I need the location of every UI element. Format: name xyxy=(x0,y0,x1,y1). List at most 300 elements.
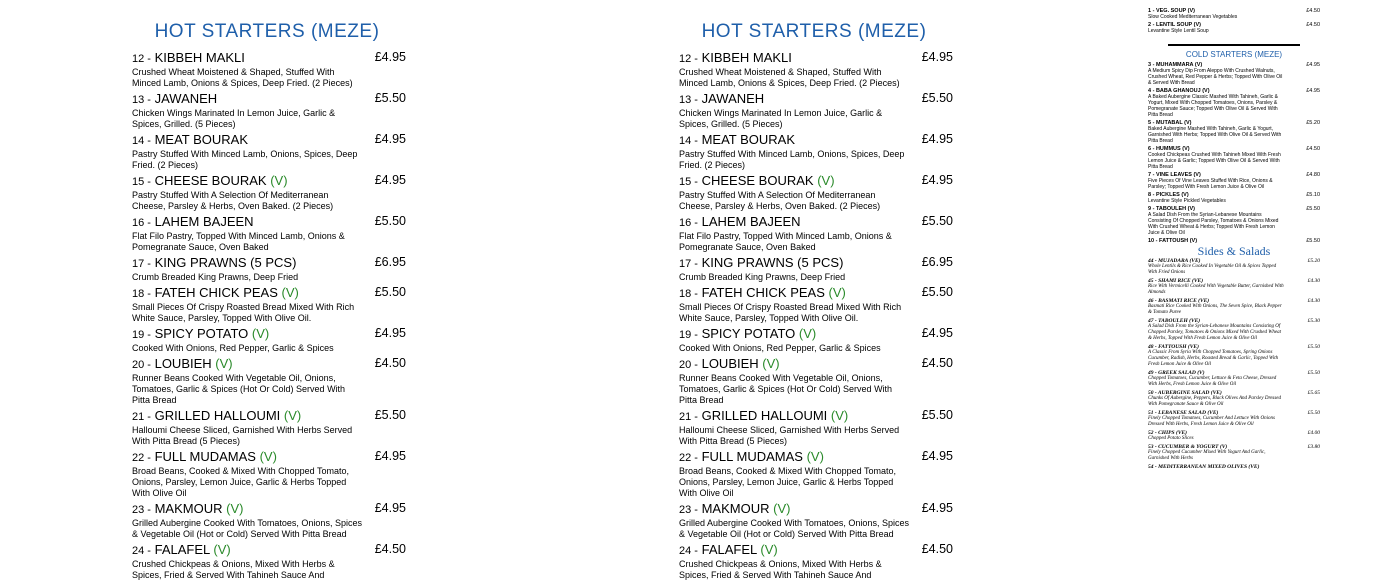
item-name-line xyxy=(679,214,953,231)
item-name-line xyxy=(679,173,953,190)
item-name: GRILLED HALLOUMI xyxy=(154,408,281,423)
item-name: MEAT BOURAK xyxy=(701,132,796,147)
item-number: 16 - xyxy=(132,217,151,229)
menu-item xyxy=(128,255,406,283)
menu-item xyxy=(675,91,953,130)
item-price: £4.50 xyxy=(374,356,406,370)
item-name-line xyxy=(132,356,406,373)
item-number: 13 - xyxy=(132,94,151,106)
menu-item xyxy=(128,50,406,89)
item-name: CUCUMBER & YOGURT xyxy=(1158,444,1219,450)
menu-item xyxy=(128,214,406,253)
item-name: PICKLES xyxy=(1155,192,1180,198)
item-name: SPICY POTATO xyxy=(701,326,796,341)
item-price: £4.95 xyxy=(921,132,953,146)
item-price: £5.50 xyxy=(921,214,953,228)
vegetarian-badge: (V) xyxy=(215,356,233,371)
menu-item xyxy=(1148,344,1320,368)
item-description: Halloumi Cheese Sliced, Garnished With Herbs Served With Pitta Bread (5 Pieces) xyxy=(132,425,353,446)
menu-item xyxy=(1148,88,1320,118)
item-name-line xyxy=(132,50,406,67)
item-name: FULL MUDAMAS xyxy=(154,449,256,464)
item-name: FALAFEL xyxy=(154,542,210,557)
item-description: Baked Aubergine Mashed With Tahineh, Garlic & Yogurt, Garnished With Herbs; Topped With Olive Oil & Served With Pitta Bread xyxy=(1148,126,1282,144)
hot-starters-column xyxy=(128,0,406,580)
item-number: 19 - xyxy=(132,329,151,341)
item-description: A Salad Dish From the Syrian-Lebanese Mountains Consisting Of Chopped Parsley, Tomatoes & Onions Mixed With Crushed Wheat & Herbs; Topped With Fresh Lemon Juice & Olive Oil xyxy=(1148,212,1279,236)
item-price: £4.00 xyxy=(1307,430,1320,436)
item-description: Broad Beans, Cooked & Mixed With Chopped Tomato, Onions, Parsley, Lemon Juice, Garlic & Herbs Topped With Olive Oil xyxy=(132,466,349,498)
item-price: £4.95 xyxy=(921,326,953,340)
item-description: Crushed Wheat Moistened & Shaped, Stuffed With Minced Lamb, Onions & Spices, Deep Fried. (2 Pieces) xyxy=(679,67,900,88)
item-price: £5.20 xyxy=(1307,258,1320,264)
item-name: JAWANEH xyxy=(154,91,218,106)
item-number: 24 - xyxy=(132,545,151,557)
item-price: £5.50 xyxy=(374,285,406,299)
item-name: BASMATI RICE xyxy=(1158,298,1197,304)
item-number: 5 - xyxy=(1148,120,1155,126)
vegetarian-badge: (V) xyxy=(283,408,302,423)
item-number: 21 - xyxy=(679,411,698,423)
item-number: 19 - xyxy=(679,329,698,341)
divider xyxy=(1168,38,1300,46)
item-description: A Classic From Syria With Chopped Tomatoes, Spring Onions Cucumber, Radish, Herbs, Roasted Bread & Garlic, Topped With Fresh Lemon Juice & Olive Oil xyxy=(1148,350,1279,367)
item-number: 4 - xyxy=(1148,88,1155,94)
item-name-line xyxy=(679,449,953,466)
small-menu-column xyxy=(1148,0,1320,500)
item-description: Five Pieces Of Vine Leaves Stuffed With Rice, Onions & Parsley; Topped With Fresh Lemon Juice & Olive Oil xyxy=(1148,178,1273,190)
vegetarian-badge: (VE) xyxy=(1192,278,1204,284)
item-price: £5.50 xyxy=(374,91,406,105)
item-price: £5.50 xyxy=(374,214,406,228)
menu-item xyxy=(128,132,406,171)
item-description: Cooked With Onions, Red Pepper, Garlic & Spices xyxy=(132,343,334,353)
menu-item xyxy=(1148,258,1320,276)
item-number: 48 - xyxy=(1148,344,1157,350)
item-number: 18 - xyxy=(679,288,698,300)
vegetarian-badge: (V) xyxy=(828,285,846,300)
item-description: Runner Beans Cooked With Vegetable Oil, Onions, Tomatoes, Garlic & Spices (Hot Or Cold) Served With Pitta Bread xyxy=(132,373,346,405)
cold-starters-title: COLD STARTERS (MEZE) xyxy=(1185,50,1283,59)
item-name: VINE LEAVES xyxy=(1155,172,1192,178)
hot-starters-list xyxy=(675,50,953,581)
menu-item xyxy=(675,408,953,447)
item-name: HUMMUS xyxy=(1155,146,1181,152)
vegetarian-badge: (V) xyxy=(1193,22,1201,28)
item-name: FATTOUSH xyxy=(1159,238,1189,244)
menu-item xyxy=(675,255,953,283)
item-price: £5.50 xyxy=(1306,206,1320,212)
item-description: Pastry Stuffed With Minced Lamb, Onions, Spices, Deep Fried. (2 Pieces) xyxy=(679,149,905,170)
item-name-line xyxy=(132,255,406,272)
item-number: 15 - xyxy=(132,176,151,188)
menu-item xyxy=(1148,318,1320,342)
item-number: 44 - xyxy=(1148,258,1157,264)
item-price: £5.50 xyxy=(921,285,953,299)
item-number: 54 - xyxy=(1148,464,1157,470)
item-name-line xyxy=(679,285,953,302)
item-number: 10 - xyxy=(1148,238,1158,244)
item-name: TABOULEH xyxy=(1155,206,1187,212)
item-name: CHIPS xyxy=(1158,430,1175,436)
item-number: 52 - xyxy=(1148,430,1157,436)
item-number: 20 - xyxy=(132,359,151,371)
menu-item xyxy=(1148,146,1320,170)
item-price: £4.30 xyxy=(1307,298,1320,304)
vegetarian-badge: (V) xyxy=(1193,172,1201,178)
item-description: Whole Lentils & Rice Cooked In Vegetable Oil & Spices Topped With Fried Onions xyxy=(1148,264,1277,275)
item-number: 12 - xyxy=(679,53,698,65)
item-name: GREEK SALAD xyxy=(1158,370,1196,376)
item-price: £5.50 xyxy=(1307,410,1320,416)
vegetarian-badge: (VE) xyxy=(1175,430,1187,436)
item-name: KING PRAWNS (5 PCS) xyxy=(701,255,844,270)
item-price: £4.95 xyxy=(374,501,406,515)
item-name-line xyxy=(679,501,953,518)
item-description: A Baked Aubergine Classic Mashed With Tahineh, Garlic & Yogurt, Mixed With Chopped Tomatoes, Onions, Parsley & Pomegranate Sauce; Topped With Olive Oil & Served With Pitta Bread xyxy=(1148,94,1278,118)
vegetarian-badge: (V) xyxy=(1189,238,1198,244)
item-number: 14 - xyxy=(679,135,698,147)
item-price: £6.95 xyxy=(921,255,953,269)
item-name: LEBANESE SALAD xyxy=(1158,410,1206,416)
item-price: £4.95 xyxy=(921,173,953,187)
item-price: £4.50 xyxy=(921,542,953,556)
item-price: £5.50 xyxy=(921,91,953,105)
menu-item xyxy=(1148,22,1320,34)
item-number: 7 - xyxy=(1148,172,1155,178)
item-price: £4.50 xyxy=(1306,22,1320,28)
menu-item xyxy=(675,132,953,171)
item-description: Broad Beans, Cooked & Mixed With Chopped Tomato, Onions, Parsley, Lemon Juice, Garlic & Herbs Topped With Olive Oil xyxy=(679,466,896,498)
menu-item xyxy=(1148,192,1320,204)
menu-item xyxy=(675,501,953,540)
item-name: GRILLED HALLOUMI xyxy=(701,408,828,423)
item-price: £4.50 xyxy=(374,542,406,556)
menu-item xyxy=(128,542,406,581)
item-price: £5.50 xyxy=(374,408,406,422)
item-name: SPICY POTATO xyxy=(154,326,249,341)
item-name-line xyxy=(132,408,406,425)
menu-item xyxy=(128,326,406,354)
menu-item xyxy=(1148,278,1320,296)
item-number: 50 - xyxy=(1148,390,1157,396)
item-description: Grilled Aubergine Cooked With Tomatoes, Onions, Spices & Vegetable Oil (Hot or Cold) Served With Pitta Bread xyxy=(132,518,362,539)
item-price: £4.50 xyxy=(921,356,953,370)
menu-item xyxy=(128,408,406,447)
item-description: Pastry Stuffed With A Selection Of Mediterranean Cheese, Parsley & Herbs, Oven Baked. (2 Pieces) xyxy=(132,190,334,211)
vegetarian-badge: (V) xyxy=(760,542,778,557)
item-description: Finely Chopped Cucumber Mixed With Yogurt And Garlic, Garnished With Herbs xyxy=(1148,450,1266,461)
item-number: 45 - xyxy=(1148,278,1157,284)
item-name-line xyxy=(132,173,406,190)
soups-list xyxy=(1148,8,1320,34)
section-title: HOT STARTERS (MEZE) xyxy=(154,21,380,42)
item-name: KIBBEH MAKLI xyxy=(701,50,792,65)
item-number: 15 - xyxy=(679,176,698,188)
item-name: LOUBIEH xyxy=(701,356,759,371)
item-description: A Salad Dish From the Syrian-Lebanese Mountains Consisting Of Chopped Parsley, Tomatoes & Onions Mixed With Crushed Wheat & Herbs, Topped With Fresh Lemon Juice & Olive Oil xyxy=(1148,324,1282,341)
item-name-line xyxy=(1148,238,1320,244)
item-description: Crumb Breaded King Prawns, Deep Fried xyxy=(132,272,299,282)
menu-item xyxy=(128,173,406,212)
item-price: £5.10 xyxy=(1306,192,1320,198)
vegetarian-badge: (VE) xyxy=(1187,344,1199,350)
item-description: Crushed Chickpeas & Onions, Mixed With Herbs & Spices, Fried & Served With Tahineh Sauce And xyxy=(679,559,882,580)
item-description: Chopped Tomatoes, Cucumber, Lettuce & Feta Cheese, Dressed With Herbs, Fresh Lemon Juice & Olive Oil xyxy=(1148,376,1277,387)
item-price: £4.95 xyxy=(921,501,953,515)
item-name: KING PRAWNS (5 PCS) xyxy=(154,255,297,270)
item-number: 17 - xyxy=(132,258,151,270)
item-description: Pastry Stuffed With A Selection Of Mediterranean Cheese, Parsley & Herbs, Oven Baked. (2 Pieces) xyxy=(679,190,881,211)
item-description: A Medium Spicy Dip From Aleppo With Crushed Walnuts, Crushed Wheat, Red Pepper & Herbs; Topped With Olive Oil & Served With Bread xyxy=(1148,68,1283,86)
vegetarian-badge: (V) xyxy=(1187,8,1195,14)
menu-item xyxy=(675,542,953,581)
menu-item xyxy=(675,50,953,89)
item-name: CHEESE BOURAK xyxy=(154,173,267,188)
item-number: 18 - xyxy=(132,288,151,300)
menu-item xyxy=(1148,238,1320,244)
item-name: TABOULEH xyxy=(1158,318,1188,324)
vegetarian-badge: (V) xyxy=(251,326,270,341)
item-price: £4.50 xyxy=(1306,8,1320,14)
menu-item xyxy=(1148,298,1320,316)
vegetarian-badge: (V) xyxy=(806,449,824,464)
item-name: KIBBEH MAKLI xyxy=(154,50,245,65)
item-number: 2 - xyxy=(1148,22,1155,28)
item-price: £4.95 xyxy=(374,173,406,187)
item-name: FALAFEL xyxy=(701,542,757,557)
item-description: Levantine Style Lentil Soup xyxy=(1148,28,1209,34)
item-name-line xyxy=(132,214,406,231)
item-number: 49 - xyxy=(1148,370,1157,376)
item-number: 3 - xyxy=(1148,62,1155,68)
item-price: £4.80 xyxy=(1306,172,1320,178)
menu-item xyxy=(1148,172,1320,190)
item-description: Crushed Chickpeas & Onions, Mixed With Herbs & Spices, Fried & Served With Tahineh Sauce And xyxy=(132,559,335,580)
menu-item xyxy=(675,214,953,253)
item-name-line xyxy=(132,326,406,343)
item-number: 20 - xyxy=(679,359,698,371)
item-number: 47 - xyxy=(1148,318,1157,324)
item-name-line xyxy=(132,132,406,149)
item-name: MEAT BOURAK xyxy=(154,132,249,147)
item-price: £5.50 xyxy=(921,408,953,422)
hot-starters-list xyxy=(128,50,406,581)
vegetarian-badge: (VE) xyxy=(1198,298,1210,304)
item-name-line xyxy=(679,542,953,559)
item-price: £4.95 xyxy=(1306,62,1320,68)
item-name: FATTOUSH xyxy=(1158,344,1187,350)
menu-item xyxy=(1148,8,1320,20)
item-description: Chopped Potato Slices xyxy=(1148,436,1194,441)
item-name: MUJADARA xyxy=(1158,258,1189,264)
item-name: MUHAMMARA xyxy=(1155,62,1194,68)
vegetarian-badge: (VE) xyxy=(1210,390,1222,396)
item-number: 51 - xyxy=(1148,410,1157,416)
menu-item xyxy=(1148,444,1320,462)
item-price: £5.50 xyxy=(1307,370,1320,376)
item-price: £5.20 xyxy=(1306,120,1320,126)
vegetarian-badge: (V) xyxy=(226,501,244,516)
vegetarian-badge: (VE) xyxy=(1207,410,1219,416)
item-name: CHEESE BOURAK xyxy=(701,173,814,188)
item-number: 6 - xyxy=(1148,146,1155,152)
item-name: LAHEM BAJEEN xyxy=(701,214,801,229)
sides-title: Sides & Salads xyxy=(1197,244,1271,258)
item-name-line xyxy=(679,356,953,373)
sides-list xyxy=(1148,258,1320,470)
item-name-line xyxy=(679,132,953,149)
vegetarian-badge: (V) xyxy=(762,356,780,371)
menu-item xyxy=(1148,410,1320,428)
item-number: 9 - xyxy=(1148,206,1155,212)
vegetarian-badge: (V) xyxy=(1194,62,1203,68)
item-number: 8 - xyxy=(1148,192,1155,198)
item-number: 17 - xyxy=(679,258,698,270)
vegetarian-badge: (V) xyxy=(798,326,817,341)
item-name: LOUBIEH xyxy=(154,356,212,371)
vegetarian-badge: (V) xyxy=(1184,120,1192,126)
menu-item xyxy=(1148,430,1320,442)
item-name-line xyxy=(132,501,406,518)
menu-item xyxy=(128,285,406,324)
item-price: £6.95 xyxy=(374,255,406,269)
item-description: Grilled Aubergine Cooked With Tomatoes, Onions, Spices & Vegetable Oil (Hot or Cold) Served With Pitta Bread xyxy=(679,518,909,539)
item-name: FATEH CHICK PEAS xyxy=(154,285,278,300)
menu-item xyxy=(1148,370,1320,388)
menu-item xyxy=(675,285,953,324)
vegetarian-badge: (V) xyxy=(1182,146,1190,152)
item-name: LENTIL SOUP xyxy=(1155,22,1193,28)
item-price: £4.50 xyxy=(1306,146,1320,152)
menu-item xyxy=(1148,464,1320,470)
menu-item xyxy=(1148,120,1320,144)
item-name-line xyxy=(132,285,406,302)
item-price: £4.95 xyxy=(921,449,953,463)
item-number: 53 - xyxy=(1148,444,1157,450)
item-price: £5.50 xyxy=(1306,238,1320,244)
item-name: FATEH CHICK PEAS xyxy=(701,285,825,300)
menu-item xyxy=(675,356,953,406)
vegetarian-badge: (V) xyxy=(270,173,288,188)
item-name: SHAMI RICE xyxy=(1158,278,1191,284)
item-name: FULL MUDAMAS xyxy=(701,449,803,464)
item-price: £4.95 xyxy=(921,50,953,64)
vegetarian-badge: (V) xyxy=(1187,206,1195,212)
item-name-line xyxy=(132,91,406,108)
menu-item xyxy=(675,326,953,354)
item-description: Crumb Breaded King Prawns, Deep Fried xyxy=(679,272,846,282)
vegetarian-badge: (V) xyxy=(1202,88,1210,94)
item-description: Flat Filo Pastry, Topped With Minced Lamb, Onions & Pomegranate Sauce, Oven Baked xyxy=(132,231,345,252)
vegetarian-badge: (V) xyxy=(830,408,849,423)
item-name: VEG. SOUP xyxy=(1155,8,1187,14)
item-price: £4.95 xyxy=(374,132,406,146)
vegetarian-badge: (V) xyxy=(1197,370,1205,376)
vegetarian-badge: (V) xyxy=(281,285,299,300)
item-name: MEDITERRANEAN MIXED OLIVES xyxy=(1158,464,1248,470)
section-title: HOT STARTERS (MEZE) xyxy=(701,21,927,42)
menu-item xyxy=(675,173,953,212)
item-number: 12 - xyxy=(132,53,151,65)
item-number: 46 - xyxy=(1148,298,1157,304)
vegetarian-badge: (VE) xyxy=(1189,318,1201,324)
item-name: AUBERGINE SALAD xyxy=(1157,390,1210,396)
item-name: MUTABAL xyxy=(1155,120,1183,126)
item-price: £5.30 xyxy=(1307,318,1320,324)
item-price: £4.95 xyxy=(374,50,406,64)
item-description: Basmati Rice Cooked With Onions, The Seven Spice, Black Pepper & Tomato Puree xyxy=(1148,304,1282,315)
menu-item xyxy=(128,356,406,406)
item-description: Cooked With Onions, Red Pepper, Garlic & Spices xyxy=(679,343,881,353)
item-number: 22 - xyxy=(132,452,151,464)
item-name: BABA GHANOUJ xyxy=(1155,88,1201,94)
item-name-line xyxy=(132,542,406,559)
item-name-line xyxy=(679,91,953,108)
vegetarian-badge: (V) xyxy=(1219,444,1228,450)
item-description: Levantine Style Pickled Vegetables xyxy=(1148,198,1226,204)
item-name-line xyxy=(679,408,953,425)
menu-item xyxy=(1148,62,1320,86)
item-name-line xyxy=(679,326,953,343)
vegetarian-badge: (VE) xyxy=(1189,258,1201,264)
vegetarian-badge: (V) xyxy=(773,501,791,516)
item-name: JAWANEH xyxy=(701,91,765,106)
item-number: 16 - xyxy=(679,217,698,229)
item-description: Cooked Chickpeas Crushed With Tahineh Mixed With Fresh Lemon Juice & Garlic; Topped With Olive Oil & Served With Pitta Bread xyxy=(1148,152,1281,170)
item-number: 14 - xyxy=(132,135,151,147)
item-name-line xyxy=(132,449,406,466)
menu-item xyxy=(1148,390,1320,408)
item-name: MAKMOUR xyxy=(154,501,223,516)
item-description: Small Pieces Of Crispy Roasted Bread Mixed With Rich White Sauce, Parsley, Topped With Olive Oil. xyxy=(132,302,355,323)
item-number: 21 - xyxy=(132,411,151,423)
item-description: Slow Cooked Mediterranean Vegetables xyxy=(1148,14,1238,20)
item-name-line xyxy=(679,50,953,67)
item-number: 1 - xyxy=(1148,8,1155,14)
item-price: £4.95 xyxy=(374,449,406,463)
item-description: Halloumi Cheese Sliced, Garnished With Herbs Served With Pitta Bread (5 Pieces) xyxy=(679,425,900,446)
vegetarian-badge: (VE) xyxy=(1248,464,1260,470)
item-description: Pastry Stuffed With Minced Lamb, Onions, Spices, Deep Fried. (2 Pieces) xyxy=(132,149,358,170)
item-number: 13 - xyxy=(679,94,698,106)
item-description: Runner Beans Cooked With Vegetable Oil, Onions, Tomatoes, Garlic & Spices (Hot Or Cold) Served With Pitta Bread xyxy=(679,373,893,405)
item-name-line xyxy=(1148,464,1320,470)
item-description: Finely Chopped Tomatoes, Cucumber And Lettuce With Onions Dressed With Herbs, Fresh Lemon Juice & Olive Oil xyxy=(1148,416,1275,427)
item-number: 23 - xyxy=(132,504,151,516)
item-description: Crushed Wheat Moistened & Shaped, Stuffed With Minced Lamb, Onions & Spices, Deep Fried. (2 Pieces) xyxy=(132,67,353,88)
item-price: £3.80 xyxy=(1307,444,1320,450)
vegetarian-badge: (V) xyxy=(817,173,835,188)
item-description: Rice With Vermicelli Cooked With Vegetable Butter, Garnished With Almonds xyxy=(1148,284,1284,295)
item-description: Small Pieces Of Crispy Roasted Bread Mixed With Rich White Sauce, Parsley, Topped With Olive Oil. xyxy=(679,302,902,323)
vegetarian-badge: (V) xyxy=(259,449,277,464)
menu-item xyxy=(1148,206,1320,236)
item-description: Chicken Wings Marinated In Lemon Juice, Garlic & Spices, Grilled. (5 Pieces) xyxy=(132,108,336,129)
item-name: MAKMOUR xyxy=(701,501,770,516)
item-price: £4.30 xyxy=(1307,278,1320,284)
item-price: £5.50 xyxy=(1307,344,1320,350)
menu-item xyxy=(128,91,406,130)
hot-starters-column-duplicate xyxy=(675,0,953,580)
menu-item xyxy=(675,449,953,499)
item-price: £4.95 xyxy=(374,326,406,340)
item-price: £4.95 xyxy=(1306,88,1320,94)
item-number: 24 - xyxy=(679,545,698,557)
item-name-line xyxy=(679,255,953,272)
vegetarian-badge: (V) xyxy=(213,542,231,557)
item-name: LAHEM BAJEEN xyxy=(154,214,254,229)
